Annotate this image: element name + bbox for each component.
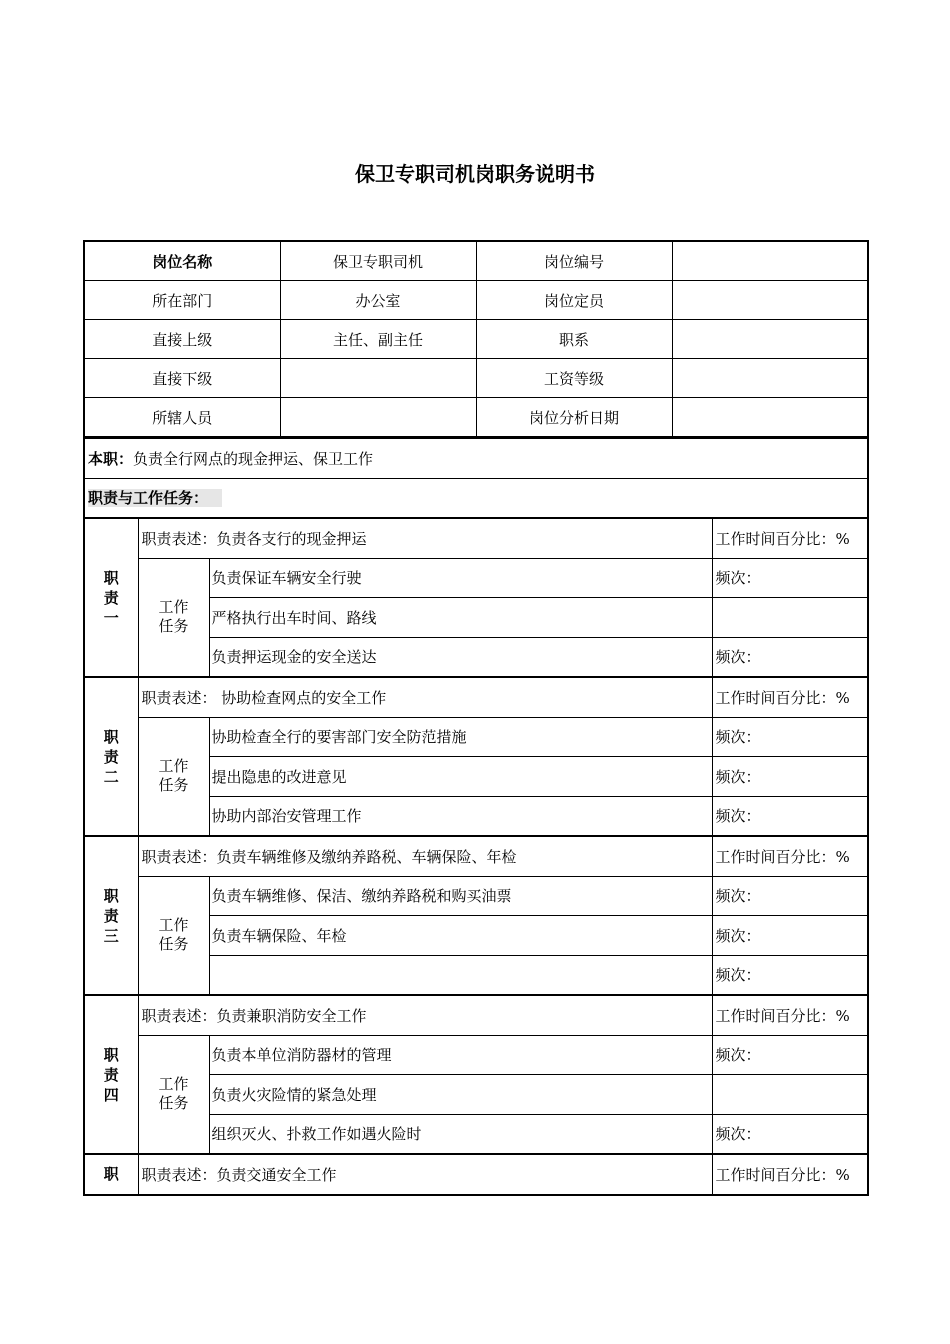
info-label: 岗位编号 <box>476 241 672 281</box>
info-value <box>280 398 476 438</box>
task-freq <box>712 1075 868 1115</box>
duty-desc-row <box>84 836 868 876</box>
info-label: 岗位定员 <box>476 281 672 320</box>
info-row <box>84 398 868 438</box>
task-text: 提出隐患的改进意见 <box>209 757 712 797</box>
task-freq: 频次： <box>712 637 868 677</box>
info-value <box>672 398 868 438</box>
duty-desc: 职责表述： 协助检查网点的安全工作 <box>138 677 712 717</box>
task-text: 严格执行出车时间、路线 <box>209 598 712 638</box>
task-text: 负责本单位消防器材的管理 <box>209 1035 712 1075</box>
duty-desc: 职责表述：负责各支行的现金押运 <box>138 518 712 558</box>
task-label-text: 工作任务 <box>158 598 189 636</box>
main-duty-label: 本职： <box>88 449 134 468</box>
info-row <box>84 320 868 359</box>
task-freq: 频次： <box>712 757 868 797</box>
task-label <box>138 558 209 677</box>
task-text: 协助检查全行的要害部门安全防范措施 <box>209 717 712 757</box>
info-row <box>84 359 868 398</box>
duties-table <box>83 438 869 1196</box>
task-text: 负责保证车辆安全行驶 <box>209 558 712 598</box>
task-text: 负责押运现金的安全送达 <box>209 637 712 677</box>
task-text: 组织灭火、扑救工作如遇火险时 <box>209 1114 712 1154</box>
main-duty-cell <box>84 439 868 479</box>
duties-header-cell <box>84 478 868 518</box>
duty-desc: 职责表述：负责交通安全工作 <box>138 1154 712 1195</box>
info-value: 保卫专职司机 <box>280 241 476 281</box>
duty-pct: 工作时间百分比：% <box>712 677 868 717</box>
task-row <box>84 876 868 916</box>
task-freq: 频次： <box>712 1114 868 1154</box>
duty-name <box>84 995 138 1154</box>
duty-name-text: 职责二 <box>103 727 119 786</box>
task-text: 负责车辆维修、保洁、缴纳养路税和购买油票 <box>209 876 712 916</box>
info-label: 工资等级 <box>476 359 672 398</box>
duty-name-text: 职责一 <box>103 568 119 627</box>
task-freq: 频次： <box>712 876 868 916</box>
task-row <box>84 558 868 598</box>
task-label <box>138 717 209 836</box>
task-freq: 频次： <box>712 558 868 598</box>
task-row <box>84 1035 868 1075</box>
task-text <box>209 955 712 995</box>
task-label-text: 工作任务 <box>158 916 189 954</box>
duty-desc-row <box>84 518 868 558</box>
info-value <box>672 359 868 398</box>
info-label: 所在部门 <box>84 281 280 320</box>
duty-name-text: 职责四 <box>103 1045 119 1104</box>
info-value <box>280 359 476 398</box>
task-text: 协助内部治安管理工作 <box>209 796 712 836</box>
position-info-table <box>83 240 869 438</box>
task-label <box>138 1035 209 1154</box>
info-label: 直接上级 <box>84 320 280 359</box>
info-label: 岗位分析日期 <box>476 398 672 438</box>
task-label-text: 工作任务 <box>158 1075 189 1113</box>
duty-desc-row <box>84 677 868 717</box>
duty-pct: 工作时间百分比：% <box>712 518 868 558</box>
info-value <box>672 320 868 359</box>
task-freq: 频次： <box>712 796 868 836</box>
duty-desc: 职责表述：负责兼职消防安全工作 <box>138 995 712 1035</box>
page-title: 保卫专职司机岗职务说明书 <box>355 162 595 186</box>
task-freq: 频次： <box>712 717 868 757</box>
duties-header: 职责与工作任务： <box>88 489 222 507</box>
duty-desc-row <box>84 995 868 1035</box>
info-label: 岗位名称 <box>84 241 280 281</box>
duty-name <box>84 836 138 995</box>
info-label: 所辖人员 <box>84 398 280 438</box>
duty-pct: 工作时间百分比：% <box>712 836 868 876</box>
info-value <box>672 281 868 320</box>
task-freq: 频次： <box>712 916 868 956</box>
task-text: 负责火灾险情的紧急处理 <box>209 1075 712 1115</box>
duty-name <box>84 518 138 677</box>
main-duty-row <box>84 439 868 479</box>
info-value: 办公室 <box>280 281 476 320</box>
info-label: 直接下级 <box>84 359 280 398</box>
duty-name <box>84 677 138 836</box>
duty-name: 职 <box>84 1154 138 1195</box>
task-freq <box>712 598 868 638</box>
info-value: 主任、副主任 <box>280 320 476 359</box>
duty-name-text: 职责三 <box>103 886 119 945</box>
info-row <box>84 281 868 320</box>
info-value <box>672 241 868 281</box>
duties-header-row <box>84 478 868 518</box>
info-row <box>84 241 868 281</box>
task-text: 负责车辆保险、年检 <box>209 916 712 956</box>
info-label: 职系 <box>476 320 672 359</box>
task-freq: 频次： <box>712 955 868 995</box>
main-duty-text: 负责全行网点的现金押运、保卫工作 <box>133 449 374 468</box>
task-label-text: 工作任务 <box>158 757 189 795</box>
duty-pct: 工作时间百分比：% <box>712 1154 868 1195</box>
duty-desc-row <box>84 1154 868 1195</box>
duty-desc: 职责表述：负责车辆维修及缴纳养路税、车辆保险、年检 <box>138 836 712 876</box>
duty-pct: 工作时间百分比：% <box>712 995 868 1035</box>
task-row <box>84 717 868 757</box>
task-label <box>138 876 209 995</box>
task-freq: 频次： <box>712 1035 868 1075</box>
